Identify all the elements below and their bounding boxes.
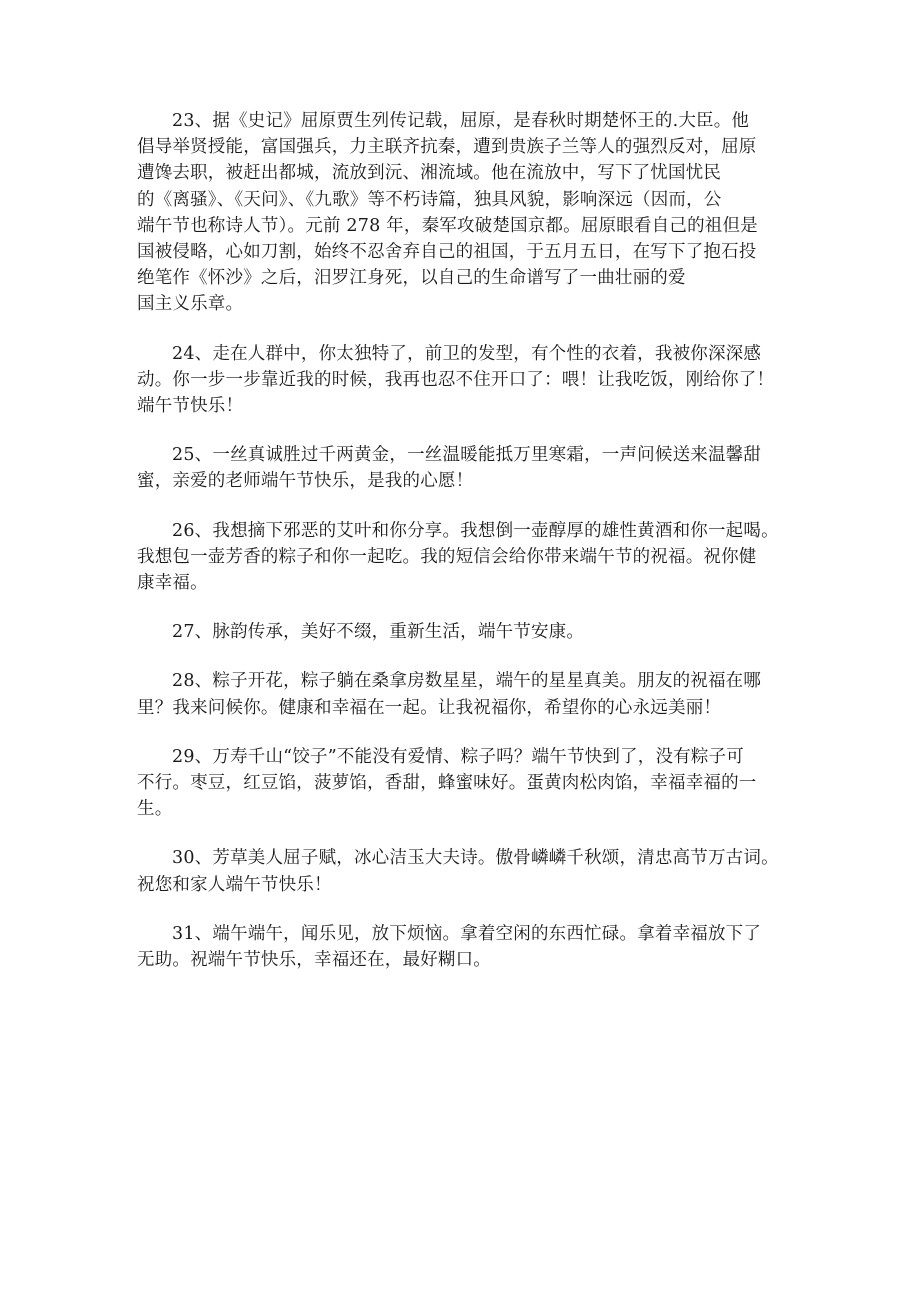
- paragraph-28: [137, 668, 783, 720]
- text-line: 24、走在人群中，你太独特了，前卫的发型，有个性的衣着，我被你深深感: [172, 343, 762, 364]
- paragraph-23: [137, 108, 783, 318]
- text-line: 27、脉韵传承，美好不缀，重新生活，端午节安康。: [172, 622, 585, 643]
- text-line: 端午节也称诗人节）。元前 278 年，秦军攻破楚国京都。屈原眼看自己的祖但是: [137, 215, 758, 236]
- paragraph-29: [137, 744, 783, 823]
- text-line: 端午节快乐！: [137, 396, 244, 417]
- paragraph-27: [137, 619, 783, 645]
- text-line: 28、粽子开花，粽子躺在桑拿房数星星，端午的星星真美。朋友的祝福在哪: [172, 671, 762, 692]
- text-line: 里？我来问候你。健康和幸福在一起。让我祝福你，希望你的心永远美丽！: [137, 697, 722, 718]
- text-line: 蜜，亲爱的老师端午节快乐，是我的心愿！: [137, 471, 474, 492]
- paragraph-26: [137, 518, 783, 597]
- text-line: 的《离骚》、《天问》、《九歌》等不朽诗篇，独具风貌，影响深远（因而，公: [137, 189, 722, 210]
- text-line: 绝笔作《怀沙》之后，汨罗江身死，以自己的生命谱写了一曲壮丽的爱: [137, 268, 686, 289]
- text-line: 23、据《史记》屈原贾生列传记载，屈原，是春秋时期楚怀王的.大臣。他: [172, 111, 750, 131]
- paragraph-31: [137, 921, 783, 973]
- paragraph-25: [137, 442, 783, 494]
- text-line: 国主义乐章。: [137, 294, 244, 315]
- text-line: 倡导举贤授能，富国强兵，力主联齐抗秦，遭到贵族子兰等人的强烈反对，屈原: [137, 137, 757, 158]
- text-line: 动。你一步一步靠近我的时候，我再也忍不住开口了：喂！让我吃饭，刚给你了！: [137, 369, 775, 390]
- text-line: 生。: [137, 799, 173, 820]
- text-line: 遭馋去职，被赶出都城，流放到沅、湘流域。他在流放中，写下了忧国忧民: [137, 163, 722, 184]
- text-line: 国被侵略，心如刀割，始终不忍舍弃自己的祖国，于五月五日，在写下了抱石投: [137, 242, 757, 263]
- text-line: 我想包一壶芳香的粽子和你一起吃。我的短信会给你带来端午节的祝福。祝你健: [137, 546, 757, 567]
- text-line: 30、芳草美人屈子赋，冰心洁玉大夫诗。傲骨嶙嶙千秋颂，清忠高节万古词。: [172, 848, 779, 869]
- paragraph-24: [137, 341, 783, 420]
- document-body: [137, 108, 783, 996]
- text-line: 康幸福。: [137, 573, 208, 594]
- paragraph-30: [137, 845, 783, 897]
- text-line: 26、我想摘下邪恶的艾叶和你分享。我想倒一壶醇厚的雄性黄酒和你一起喝。: [172, 520, 779, 541]
- text-line: 祝您和家人端午节快乐！: [137, 874, 332, 895]
- text-line: 29、万寿千山“饺子”不能没有爱情、粽子吗？端午节快到了，没有粽子可: [172, 746, 744, 767]
- text-line: 31、端午端午，闻乐见，放下烦恼。拿着空闲的东西忙碌。拿着幸福放下了: [172, 923, 762, 944]
- text-line: 不行。枣豆，红豆馅，菠萝馅，香甜，蜂蜜味好。蛋黄肉松肉馅，幸福幸福的一: [137, 773, 757, 794]
- text-line: 25、一丝真诚胜过千两黄金，一丝温暖能抵万里寒霜，一声问候送来温馨甜: [172, 445, 762, 466]
- text-line: 无助。祝端午节快乐，幸福还在，最好糊口。: [137, 950, 491, 971]
